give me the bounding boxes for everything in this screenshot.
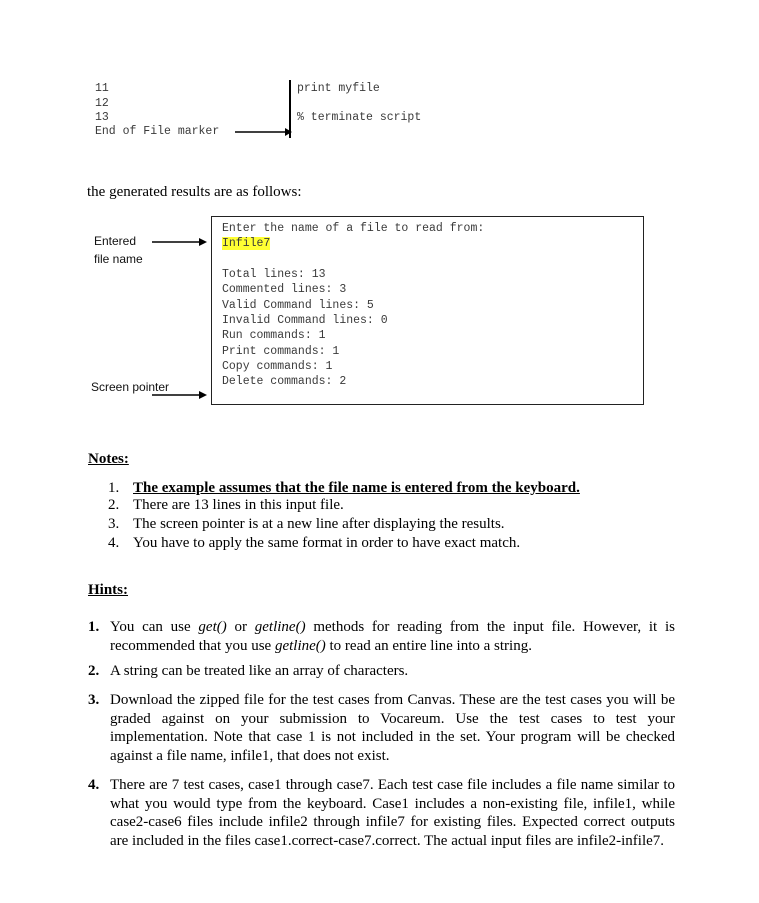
eof-label: End of File marker <box>95 125 220 138</box>
result-line: Valid Command lines: 5 <box>222 299 374 312</box>
line-number: 13 <box>95 111 109 124</box>
hint-item <box>88 691 675 765</box>
hint-number: 3. <box>88 692 100 708</box>
getline-method: getline() <box>254 619 306 635</box>
notes-heading: Notes: <box>88 451 129 467</box>
label-entered: Entered <box>94 234 137 248</box>
code-print-line: print myfile <box>297 82 380 95</box>
note-number: 3. <box>108 516 120 532</box>
hint-item <box>88 618 675 655</box>
hint-text: You can use get() or getline() methods for reading from the input file. However, it is recommended that you use getline() to read an entire line into a string. <box>110 619 675 654</box>
prompt-line: Enter the name of a file to read from: <box>222 222 485 235</box>
note-item <box>108 497 344 514</box>
code-comment-line: % terminate script <box>297 111 422 124</box>
hint-item <box>88 662 675 681</box>
note-text: There are 13 lines in this input file. <box>133 497 344 513</box>
input-line <box>222 237 270 250</box>
hint-text: Download the zipped file for the test cases from Canvas. These are the test cases you will be graded against on your submission to Vocareum. Use the test cases to test your implementation. Note that case 1 is not included in the set. Your program will be checked against a file name, infile1, that does not exist. <box>110 692 675 764</box>
result-line: Copy commands: 1 <box>222 360 333 373</box>
getline-method: getline() <box>274 637 326 654</box>
note-item <box>108 535 520 552</box>
entered-file-name: Infile7 <box>222 237 271 250</box>
note-text: The screen pointer is at a new line after displaying the results. <box>133 516 505 532</box>
note-text: You have to apply the same format in order to have exact match. <box>133 535 521 551</box>
hints-heading: Hints: <box>88 582 129 598</box>
hint-number: 1. <box>88 619 100 635</box>
note-number: 2. <box>108 497 120 513</box>
note-item <box>108 480 580 497</box>
note-number: 1. <box>108 480 120 496</box>
label-screen-pointer: Screen pointer <box>91 380 170 394</box>
note-number: 4. <box>108 535 120 551</box>
hint-item <box>88 776 675 850</box>
entered-arrow-icon <box>152 235 210 249</box>
code-divider <box>289 80 291 138</box>
line-number: 12 <box>95 97 109 110</box>
result-line: Commented lines: 3 <box>222 283 347 296</box>
label-file-name: file name <box>94 252 143 266</box>
note-item <box>108 516 505 533</box>
result-line: Delete commands: 2 <box>222 375 347 388</box>
eof-arrow-icon <box>235 124 295 140</box>
result-line: Total lines: 13 <box>222 268 326 281</box>
console-output-box <box>211 216 644 405</box>
result-line: Invalid Command lines: 0 <box>222 314 388 327</box>
intro-text: the generated results are as follows: <box>87 184 302 200</box>
hint-text: A string can be treated like an array of characters. <box>110 663 409 679</box>
result-line: Run commands: 1 <box>222 329 326 342</box>
result-line: Print commands: 1 <box>222 345 340 358</box>
screen-pointer-arrow-icon <box>152 388 210 402</box>
get-method: get() <box>198 619 227 635</box>
hint-number: 2. <box>88 663 100 679</box>
hint-number: 4. <box>88 777 100 793</box>
line-number: 11 <box>95 82 109 95</box>
hint-text: There are 7 test cases, case1 through case7. Each test case file includes a file name similar to what you would type from the keyboard. Case1 includes a non-existing file, infile1, while case2-case6 files include infile2 through infile7 for existing files. Expected correct outputs are included in the files case1.correct-case7.correct. The actual input files are infile2-infile7. <box>110 777 675 849</box>
note-text: The example assumes that the file name is entered from the keyboard. <box>133 480 580 496</box>
